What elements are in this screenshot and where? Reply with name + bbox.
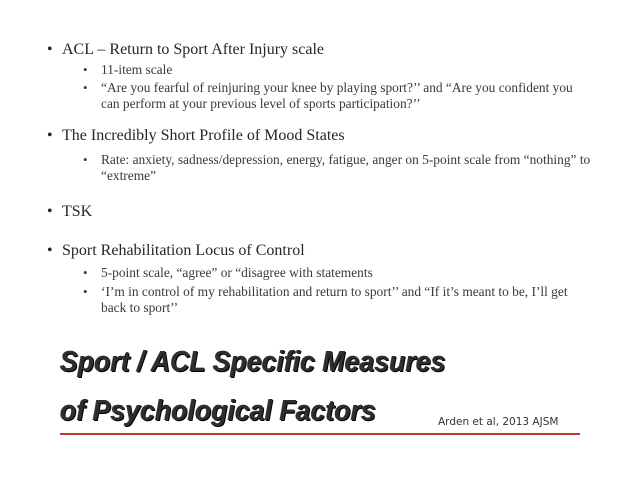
sub-bullet-item: Rate: anxiety, sadness/depression, energy, fatigue, anger on 5-point scale from “nothing” to “extreme” [101, 152, 591, 183]
bullet-item-acl-rsi: ACL – Return to Sport After Injury scale [62, 41, 325, 58]
sub-bullet-item: ‘I’m in control of my rehabilitation and return to sport’’ and “If it’s meant to be, I’ll get back to sport’’ [101, 284, 568, 315]
title-underline [60, 433, 580, 435]
bullet-marker: • [47, 127, 53, 144]
sub-bullet-item: 5-point scale, “agree” or “disagree with statements [101, 265, 373, 280]
sub-bullet-item: 11-item scale [101, 62, 173, 77]
sub-bullet-marker: • [83, 265, 88, 280]
sub-bullet-marker: • [83, 80, 88, 95]
sub-bullet-item: “Are you fearful of reinjuring your knee by playing sport?’’ and “Are you confident you can perform at your previous level of sports participation?’’ [101, 80, 573, 111]
slide-title-line-1: Sport / ACL Specific Measures [60, 346, 446, 378]
bullet-item-tsk: TSK [62, 203, 93, 220]
citation: Arden et al, 2013 AJSM [438, 416, 559, 428]
sub-bullet-marker: • [83, 62, 88, 77]
bullet-item-mood-states: The Incredibly Short Profile of Mood States [62, 127, 345, 144]
sub-bullet-marker: • [83, 284, 88, 299]
sub-bullet-marker: • [83, 152, 88, 167]
bullet-item-locus-of-control: Sport Rehabilitation Locus of Control [62, 242, 305, 259]
bullet-marker: • [47, 41, 53, 58]
slide-title-line-2: of Psychological Factors [60, 395, 376, 427]
bullet-marker: • [47, 242, 53, 259]
bullet-marker: • [47, 203, 53, 220]
